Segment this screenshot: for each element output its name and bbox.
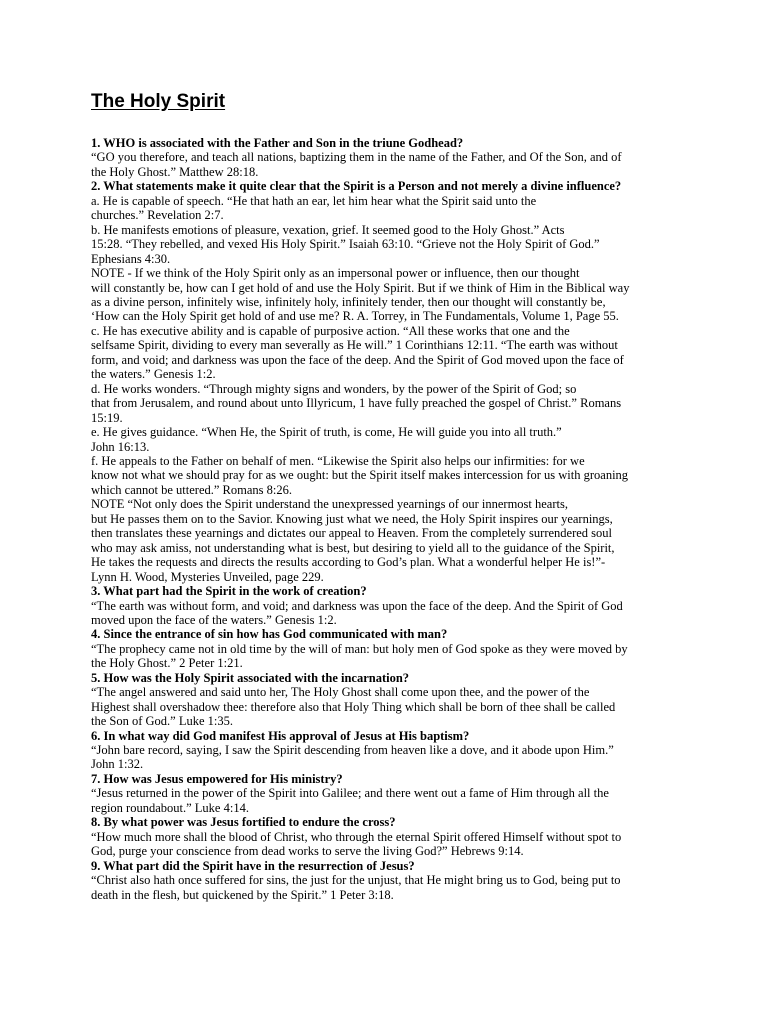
text-line: John 1:32. xyxy=(91,757,144,772)
text-line: Ephesians 4:30. xyxy=(91,251,171,266)
text-line: as a divine person, infinitely wise, infinitely holy, infinitely tender, then our thought will constantly be, xyxy=(91,294,606,309)
text-line: ‘How can the Holy Spirit get hold of and use me? R. A. Torrey, in The Fundamentals, Volume 1, Page 55. xyxy=(91,309,619,324)
text-line: “The earth was without form, and void; and darkness was upon the face of the deep. And the Spirit of God xyxy=(91,598,623,613)
text-line: the Holy Ghost.” 2 Peter 1:21. xyxy=(91,656,243,671)
text-line: that from Jerusalem, and round about unto Illyricum, 1 have fully preached the gospel of Christ.” Romans xyxy=(91,396,622,411)
text-line: He takes the requests and directs the results according to God’s plan. What a wonderful helper He is!”- xyxy=(91,555,606,570)
text-line: the Holy Ghost.” Matthew 28:18. xyxy=(91,164,259,179)
text-line: know not what we should pray for as we ought: but the Spirit itself makes intercession for us with groaning xyxy=(91,468,629,483)
text-line: b. He manifests emotions of pleasure, vexation, grief. It seemed good to the Holy Ghost.” Acts xyxy=(91,222,565,237)
text-line: moved upon the face of the waters.” Genesis 1:2. xyxy=(91,612,337,627)
text-line: who may ask amiss, not understanding what is best, but desiring to yield all to the guidance of the Spirit, xyxy=(91,540,615,555)
text-line: churches.” Revelation 2:7. xyxy=(91,208,224,223)
text-line: f. He appeals to the Father on behalf of men. “Likewise the Spirit also helps our infirmities: for we xyxy=(91,453,585,468)
question-line: 7. How was Jesus empowered for His ministry? xyxy=(91,771,343,786)
text-line: then translates these yearnings and dictates our appeal to Heaven. From the completely surrendered soul xyxy=(91,526,613,541)
text-line: “The angel answered and said unto her, The Holy Ghost shall come upon thee, and the power of the xyxy=(91,685,590,700)
text-line: c. He has executive ability and is capable of purposive action. “All these works that one and the xyxy=(91,323,570,338)
text-line: “John bare record, saying, I saw the Spirit descending from heaven like a dove, and it abode upon Him.” xyxy=(91,743,614,758)
document-title: The Holy Spirit xyxy=(91,91,226,112)
text-line: but He passes them on to the Savior. Knowing just what we need, the Holy Spirit inspires our yearnings, xyxy=(91,511,613,526)
text-line: the Son of God.” Luke 1:35. xyxy=(91,714,233,729)
text-line: d. He works wonders. “Through mighty signs and wonders, by the power of the Spirit of God; so xyxy=(91,381,577,396)
text-line: “How much more shall the blood of Christ, who through the eternal Spirit offered Himself without spot to xyxy=(91,829,622,844)
document-body xyxy=(91,136,731,902)
text-line: God, purge your conscience from dead works to serve the living God?” Hebrews 9:14. xyxy=(91,844,524,859)
question-line: 2. What statements make it quite clear that the Spirit is a Person and not merely a divine influence? xyxy=(91,179,622,194)
question-line: 3. What part had the Spirit in the work of creation? xyxy=(91,584,367,599)
text-line: “Christ also hath once suffered for sins, the just for the unjust, that He might bring us to God, being put to xyxy=(91,873,621,888)
text-line: will constantly be, how can I get hold of and use the Holy Spirit. But if we think of Him in the Biblical way xyxy=(91,280,630,295)
question-line: 1. WHO is associated with the Father and Son in the triune Godhead? xyxy=(91,136,464,150)
text-line: “The prophecy came not in old time by the will of man: but holy men of God spoke as they were moved by xyxy=(91,641,628,656)
question-line: 6. In what way did God manifest His approval of Jesus at His baptism? xyxy=(91,728,470,743)
text-line: which cannot be uttered.” Romans 8:26. xyxy=(91,482,292,497)
question-line: 9. What part did the Spirit have in the resurrection of Jesus? xyxy=(91,858,415,873)
text-line: NOTE - If we think of the Holy Spirit only as an impersonal power or influence, then our thought xyxy=(91,266,580,281)
text-line: a. He is capable of speech. “He that hath an ear, let him hear what the Spirit said unto the xyxy=(91,193,537,208)
text-line: “Jesus returned in the power of the Spirit into Galilee; and there went out a fame of Him through all the xyxy=(91,786,609,801)
text-line: “GO you therefore, and teach all nations, baptizing them in the name of the Father, and Of the Son, and of xyxy=(91,150,622,165)
text-line: death in the flesh, but quickened by the Spirit.” 1 Peter 3:18. xyxy=(91,887,394,902)
text-line: form, and void; and darkness was upon the face of the deep. And the Spirit of God moved upon the face of xyxy=(91,352,624,367)
question-line: 5. How was the Holy Spirit associated with the incarnation? xyxy=(91,670,410,685)
text-line: region roundabout.” Luke 4:14. xyxy=(91,800,249,815)
text-line: the waters.” Genesis 1:2. xyxy=(91,367,216,382)
question-line: 4. Since the entrance of sin how has God communicated with man? xyxy=(91,627,448,642)
text-line: John 16:13. xyxy=(91,439,150,454)
text-line: selfsame Spirit, dividing to every man severally as He will.” 1 Corinthians 12:11. “The earth was without xyxy=(91,338,618,353)
text-line: e. He gives guidance. “When He, the Spirit of truth, is come, He will guide you into all truth.” xyxy=(91,425,562,440)
text-line: 15:19. xyxy=(91,410,123,425)
text-line: 15:28. “They rebelled, and vexed His Holy Spirit.” Isaiah 63:10. “Grieve not the Holy Spirit of God.” xyxy=(91,237,600,252)
text-line: Highest shall overshadow thee: therefore also that Holy Thing which shall be born of thee shall be called xyxy=(91,699,616,714)
text-line: NOTE “Not only does the Spirit understand the unexpressed yearnings of our innermost hearts, xyxy=(91,497,568,512)
question-line: 8. By what power was Jesus fortified to endure the cross? xyxy=(91,815,396,830)
text-line: Lynn H. Wood, Mysteries Unveiled, page 229. xyxy=(91,569,324,584)
